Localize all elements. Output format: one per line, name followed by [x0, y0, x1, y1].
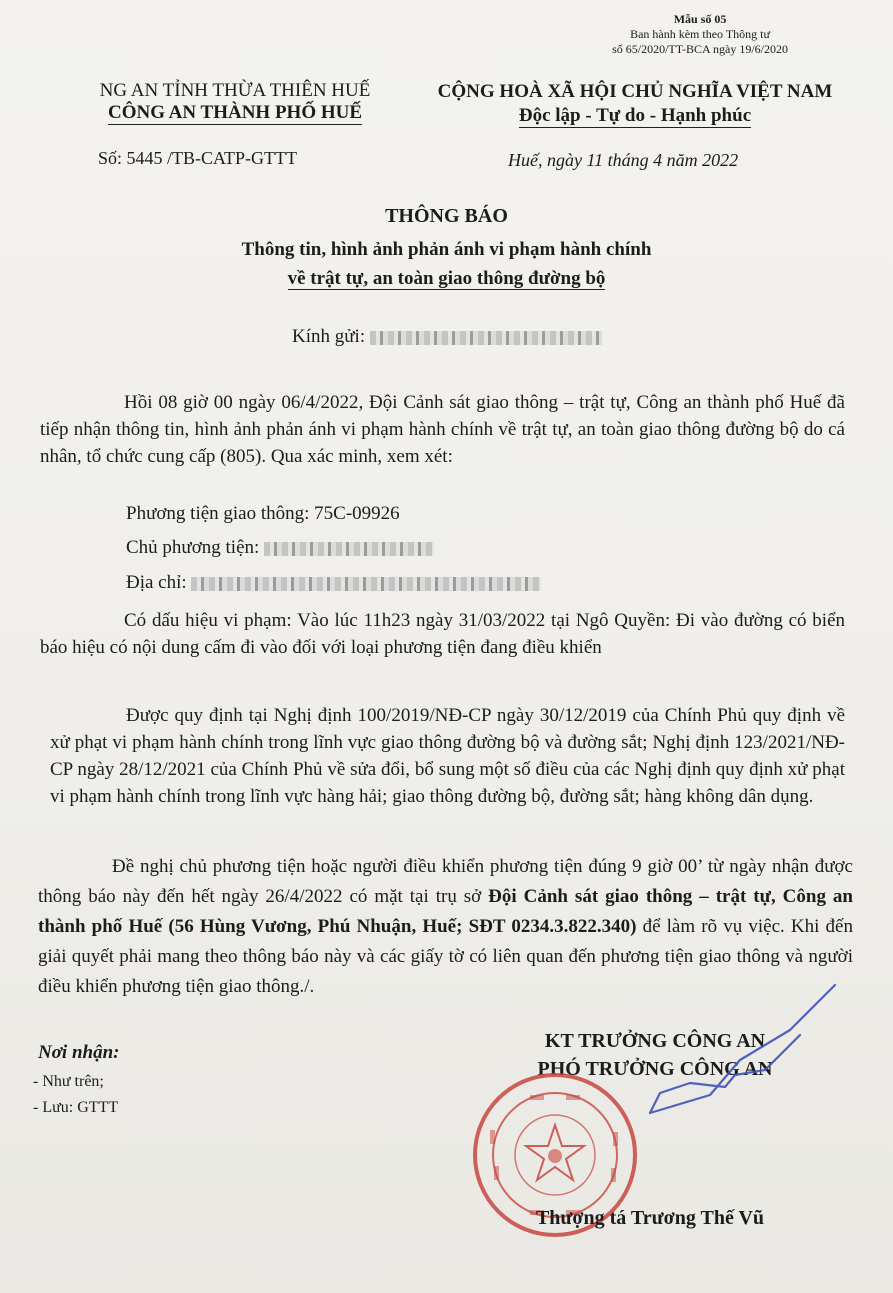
legal-basis-text: Được quy định tại Nghị định 100/2019/NĐ-CP ngày 30/12/2019 của Chính Phủ quy định về xử phạt vi phạm hành chính trong lĩnh vực giao thông đường bộ và đường sắt; Nghị định 123/2021/NĐ-CP ngày 28/12/2021 của Chính Phủ về sửa đổi, bổ sung một số điều của các Nghị định quy định xử phạt vi phạm hành chính trong lĩnh vực hàng hải; giao thông đường bộ, đường sắt; hàng không dân dụng.: [50, 705, 845, 807]
recipient-line: [292, 326, 602, 348]
request-office-address: Đội Cảnh sát giao thông – trật tự, Công an thành phố Huế (56 Hùng Vương, Phú Nhuận, Huế; SĐT 0234.3.822.340): [38, 886, 853, 937]
recipients-heading: Nơi nhận:: [38, 1042, 120, 1063]
recipient-label: Kính gửi:: [292, 326, 366, 347]
parent-agency: NG AN TỈNH THỪA THIÊN HUẾ: [99, 80, 371, 101]
signature-title-2: PHÓ TRƯỞNG CÔNG AN: [537, 1058, 773, 1080]
document-number: Số: 5445 /TB-CATP-GTTT: [98, 148, 298, 168]
redacted-recipient-name: [370, 331, 602, 345]
issuing-agency-header: [75, 80, 395, 124]
signature-title-1: KT TRƯỞNG CÔNG AN: [544, 1030, 766, 1052]
vehicle-plate: Phương tiện giao thông: 75C-09926: [126, 503, 400, 524]
request-text-2: để làm rõ vụ việc. Khi đến giải quyết phải mang theo thông báo này và các giấy tờ có liên quan đến phương tiện giao thông và người điều khiển phương tiện giao thông./.: [38, 916, 853, 997]
request-text-1: Đề nghị chủ phương tiện hoặc người điều khiển phương tiện đúng 9 giờ 00’ từ ngày nhận được thông báo này đến hết ngày 26/4/2022 có mặt tại trụ sở: [38, 856, 853, 907]
issuing-unit: CÔNG AN THÀNH PHỐ HUẾ: [107, 102, 363, 123]
address-line: [126, 572, 541, 594]
intro-paragraph: [40, 389, 845, 470]
owner-line: [126, 537, 434, 559]
form-circular: số 65/2020/TT-BCA ngày 19/6/2020: [612, 42, 788, 56]
legal-basis-paragraph: [50, 702, 845, 810]
violation-paragraph: [40, 607, 845, 661]
form-number: Mẫu số 05: [673, 12, 727, 26]
intro-text: Hồi 08 giờ 00 ngày 06/4/2022, Đội Cảnh sát giao thông – trật tự, Công an thành phố Huế đã tiếp nhận thông tin, hình ảnh phản ánh vi phạm hành chính về trật tự, an toàn giao thông đường bộ do cá nhân, tổ chức cung cấp (805). Qua xác minh, xem xét:: [40, 392, 845, 467]
form-note: [612, 12, 788, 57]
handwritten-signature: [560, 975, 860, 1125]
document-title: THÔNG BÁO: [385, 205, 508, 227]
document-date: Huế, ngày 11 tháng 4 năm 2022: [508, 150, 739, 170]
recipient-item: - Lưu: GTTT: [33, 1099, 119, 1116]
recipient-item: - Như trên;: [33, 1073, 104, 1090]
subtitle-line-1: Thông tin, hình ảnh phản ánh vi phạm hành chính: [241, 239, 652, 260]
nation-name: CỘNG HOÀ XÃ HỘI CHỦ NGHĨA VIỆT NAM: [437, 81, 833, 102]
form-issued-by: Ban hành kèm theo Thông tư: [630, 27, 771, 41]
national-header: [420, 80, 850, 128]
national-motto: Độc lập - Tự do - Hạnh phúc: [518, 105, 752, 126]
redacted-address: [191, 577, 541, 591]
signer-name: Thượng tá Trương Thế Vũ: [535, 1207, 765, 1229]
address-label: Địa chỉ:: [126, 572, 187, 593]
subtitle-line-2: về trật tự, an toàn giao thông đường bộ: [287, 268, 606, 289]
owner-label: Chủ phương tiện:: [126, 537, 260, 558]
redacted-owner-name: [264, 542, 434, 556]
violation-text: Có dấu hiệu vi phạm: Vào lúc 11h23 ngày 31/03/2022 tại Ngô Quyền: Đi vào đường có biển báo hiệu có nội dung cấm đi vào đối với loại phương tiện đang điều khiển: [40, 610, 845, 658]
document-subtitle: [0, 235, 893, 293]
